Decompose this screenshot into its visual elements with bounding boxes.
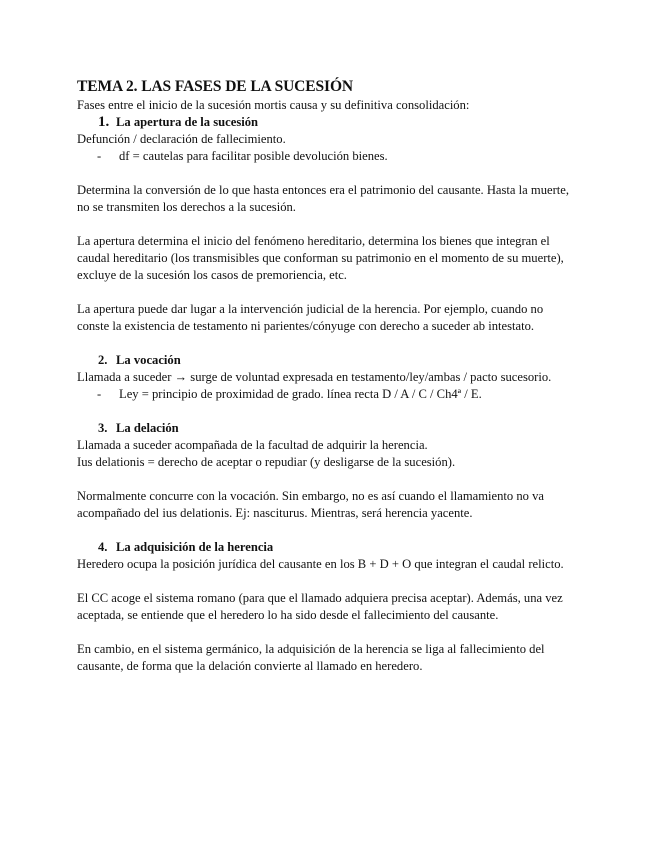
- section-number: 1.: [98, 114, 110, 130]
- section-title: La delación: [116, 421, 179, 435]
- section-number: 3.: [98, 421, 108, 435]
- section-title: La vocación: [116, 353, 181, 367]
- bullet-item: [77, 148, 577, 165]
- section-heading-delacion: [77, 420, 577, 437]
- section-line: Heredero ocupa la posición jurídica del causante en los B + D + O que integran el caudal relicto.: [77, 557, 564, 571]
- bullet-item: [77, 386, 577, 403]
- section-number: 2.: [98, 353, 108, 367]
- paragraph: La apertura determina el inicio del fenómeno hereditario, determina los bienes que integran el caudal hereditario (los transmisibles que conforman su patrimonio en el momento de su muerte), excluye de la sucesión los casos de premoriencia, etc.: [77, 234, 564, 282]
- paragraph: Normalmente concurre con la vocación. Sin embargo, no es así cuando el llamamiento no va acompañado del ius delationis. Ej: nasciturus. Mientras, será herencia yacente.: [77, 489, 544, 520]
- bullet-dash: -: [97, 387, 102, 401]
- section-heading-adquisicion: [77, 539, 577, 556]
- section-title: La adquisición de la herencia: [116, 540, 274, 554]
- section-line: Llamada a suceder → surge de voluntad expresada en testamento/ley/ambas / pacto sucesorio.: [77, 370, 552, 384]
- section-heading-apertura: [77, 114, 577, 131]
- paragraph: La apertura puede dar lugar a la intervención judicial de la herencia. Por ejemplo, cuando no conste la existencia de testamento ni parientes/cónyuge con derecho a suceder ab intestato.: [77, 302, 544, 333]
- section-heading-vocacion: [77, 352, 577, 369]
- bullet-text: Ley = principio de proximidad de grado. línea recta D / A / C / Ch4ª / E.: [119, 387, 482, 401]
- paragraph: Determina la conversión de lo que hasta entonces era el patrimonio del causante. Hasta la muerte, no se transmiten los derechos a la sucesión.: [77, 183, 570, 214]
- section-number: 4.: [98, 540, 108, 554]
- section-line: Llamada a suceder acompañada de la facultad de adquirir la herencia.: [77, 438, 428, 452]
- paragraph: En cambio, en el sistema germánico, la adquisición de la herencia se liga al fallecimiento del causante, de forma que la delación convierte al llamado en heredero.: [77, 642, 545, 673]
- document-title: TEMA 2. LAS FASES DE LA SUCESIÓN: [77, 78, 354, 95]
- section-line: Defunción / declaración de fallecimiento.: [77, 132, 286, 146]
- section-title: La apertura de la sucesión: [116, 115, 259, 129]
- intro-text: Fases entre el inicio de la sucesión mortis causa y su definitiva consolidación:: [77, 98, 470, 112]
- bullet-text: df = cautelas para facilitar posible devolución bienes.: [119, 149, 388, 163]
- bullet-dash: -: [97, 149, 102, 163]
- document-page: [77, 77, 577, 675]
- paragraph: El CC acoge el sistema romano (para que el llamado adquiera precisa aceptar). Además, una vez aceptada, se entiende que el heredero lo ha sido desde el fallecimiento del causante.: [77, 591, 563, 622]
- section-line: Ius delationis = derecho de aceptar o repudiar (y desligarse de la sucesión).: [77, 455, 456, 469]
